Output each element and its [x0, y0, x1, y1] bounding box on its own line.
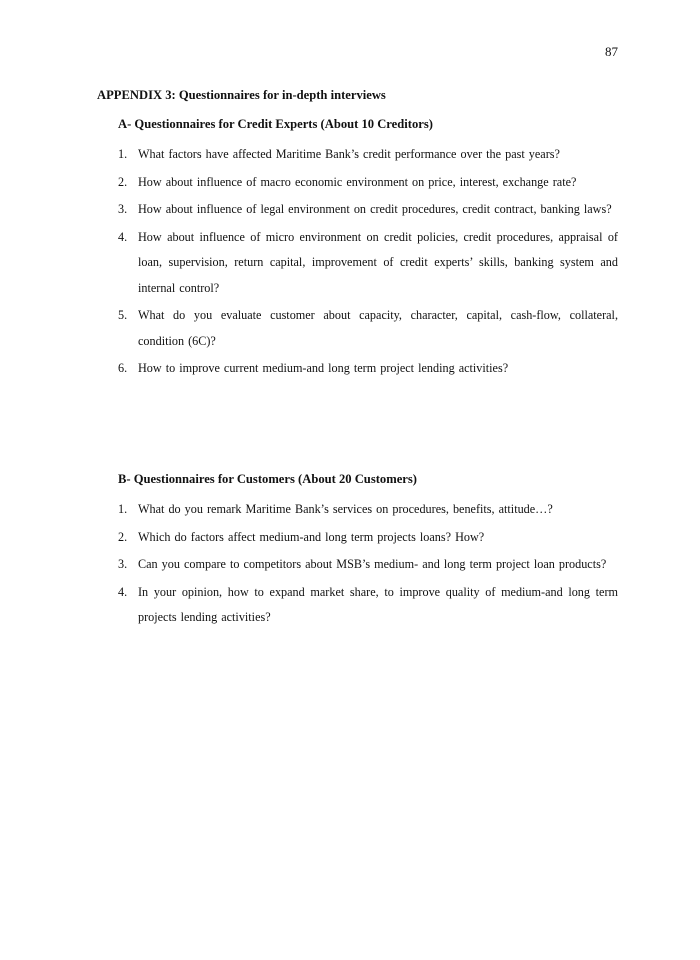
- question-item: [118, 197, 618, 223]
- appendix-title: APPENDIX 3: Questionnaires for in-depth interviews: [97, 88, 386, 102]
- question-text: How to improve current medium-and long term project lending activities?: [138, 361, 509, 375]
- question-number: 2.: [118, 174, 128, 189]
- question-item: [118, 303, 618, 354]
- question-text: What factors have affected Maritime Bank’s credit performance over the past years?: [138, 147, 560, 161]
- question-number: 6.: [118, 361, 128, 375]
- question-text: Can you compare to competitors about MSB’s medium- and long term project loan products?: [138, 557, 607, 571]
- question-item: [118, 170, 618, 196]
- question-number: 4.: [118, 229, 128, 244]
- question-number: 1.: [118, 502, 128, 516]
- question-text: How about influence of micro environment on credit policies, credit procedures, appraisal of loan, supervision, return capital, improvement of credit experts’ skills, banking system and internal control?: [138, 229, 618, 295]
- question-number: 3.: [118, 202, 128, 216]
- section-credit-experts: [118, 117, 618, 384]
- question-text: How about influence of legal environment on credit procedures, credit contract, banking laws?: [138, 202, 612, 216]
- question-list: [118, 497, 618, 631]
- question-number: 4.: [118, 584, 128, 599]
- question-item: [118, 497, 618, 523]
- question-text: What do you remark Maritime Bank’s services on procedures, benefits, attitude…?: [138, 502, 553, 516]
- question-number: 5.: [118, 308, 128, 322]
- question-text: Which do factors affect medium-and long term projects loans? How?: [138, 529, 485, 544]
- page-number: 87: [605, 44, 618, 59]
- question-item: [118, 225, 618, 302]
- section-title: A- Questionnaires for Credit Experts (About 10 Creditors): [118, 117, 433, 131]
- question-number: 3.: [118, 557, 128, 571]
- section-customers: [118, 472, 618, 633]
- question-number: 2.: [118, 529, 128, 544]
- question-number: 1.: [118, 147, 128, 161]
- question-item: [118, 356, 618, 382]
- question-item: [118, 142, 618, 168]
- question-item: [118, 580, 618, 631]
- question-text: In your opinion, how to expand market share, to improve quality of medium-and long term projects lending activities?: [138, 584, 618, 624]
- question-item: [118, 525, 618, 551]
- question-list: [118, 142, 618, 382]
- section-title: B- Questionnaires for Customers (About 20 Customers): [118, 472, 417, 486]
- question-text: How about influence of macro economic environment on price, interest, exchange rate?: [138, 174, 577, 189]
- question-item: [118, 552, 618, 578]
- question-text: What do you evaluate customer about capacity, character, capital, cash-flow, collateral, condition (6C)?: [138, 308, 618, 348]
